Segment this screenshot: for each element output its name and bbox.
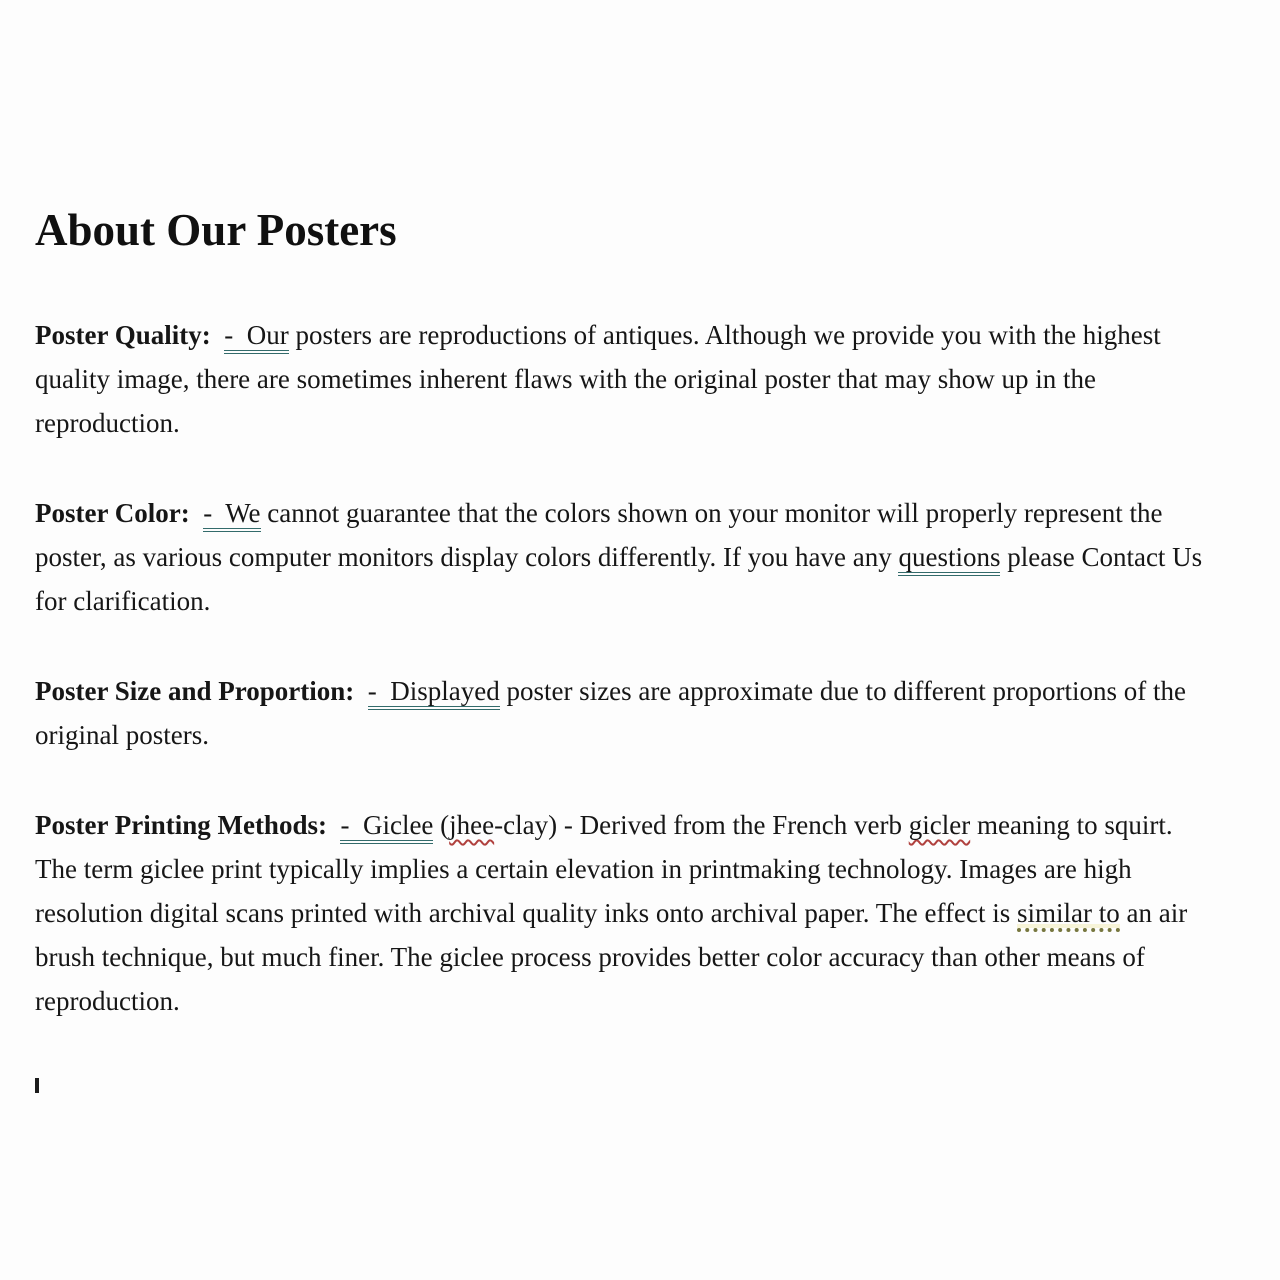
spellcheck-wavy-text: gicler — [908, 810, 971, 840]
double-underlined-text: - Displayed — [368, 676, 500, 710]
body-text: meaning to squirt. The term giclee print typically implies a certain elevation in printmaking technology. Images are high resolution digital scans printed with archival quality inks onto archival paper. The effect is — [35, 810, 1179, 928]
double-underlined-text: - Our — [224, 320, 288, 354]
label-poster-printing: Poster Printing Methods: — [35, 810, 341, 840]
body-text: ( — [433, 810, 450, 840]
double-underlined-text: - We — [203, 498, 260, 532]
paragraph-poster-printing-methods — [35, 803, 1215, 1023]
text-cursor — [35, 1078, 39, 1093]
double-underlined-text: questions — [898, 542, 1000, 576]
label-poster-quality: Poster Quality: — [35, 320, 225, 350]
page-title: About Our Posters — [35, 205, 397, 255]
double-underlined-text: - Giclee — [340, 810, 433, 844]
body-text: posters are reproductions of antiques. Although we provide you with the highest quality image, there are sometimes inherent flaws with the original poster that may show up in the reproduction. — [35, 320, 1168, 438]
paragraph-poster-size-and-proportion — [35, 669, 1215, 757]
spellcheck-wavy-text: jhee — [449, 810, 495, 840]
body-text: cannot guarantee that the colors shown on your monitor will properly represent the poster, as various computer monitors display colors differently. If you have any — [35, 498, 1170, 572]
body-text: poster sizes are approximate due to different proportions of the original posters. — [35, 676, 1193, 750]
body-text: an air brush technique, but much finer. The giclee process provides better color accuracy than other means of reproduction. — [35, 898, 1194, 1016]
label-poster-color: Poster Color: — [35, 498, 204, 528]
body-text: please Contact Us for clarification. — [35, 542, 1209, 616]
paragraph-poster-quality — [35, 313, 1215, 445]
body-text: -clay) - Derived from the French verb — [494, 810, 909, 840]
label-poster-size: Poster Size and Proportion: — [35, 676, 368, 706]
grammar-dotted-text: similar to — [1017, 898, 1120, 932]
document-page — [35, 203, 1215, 1023]
paragraph-poster-color — [35, 491, 1215, 623]
